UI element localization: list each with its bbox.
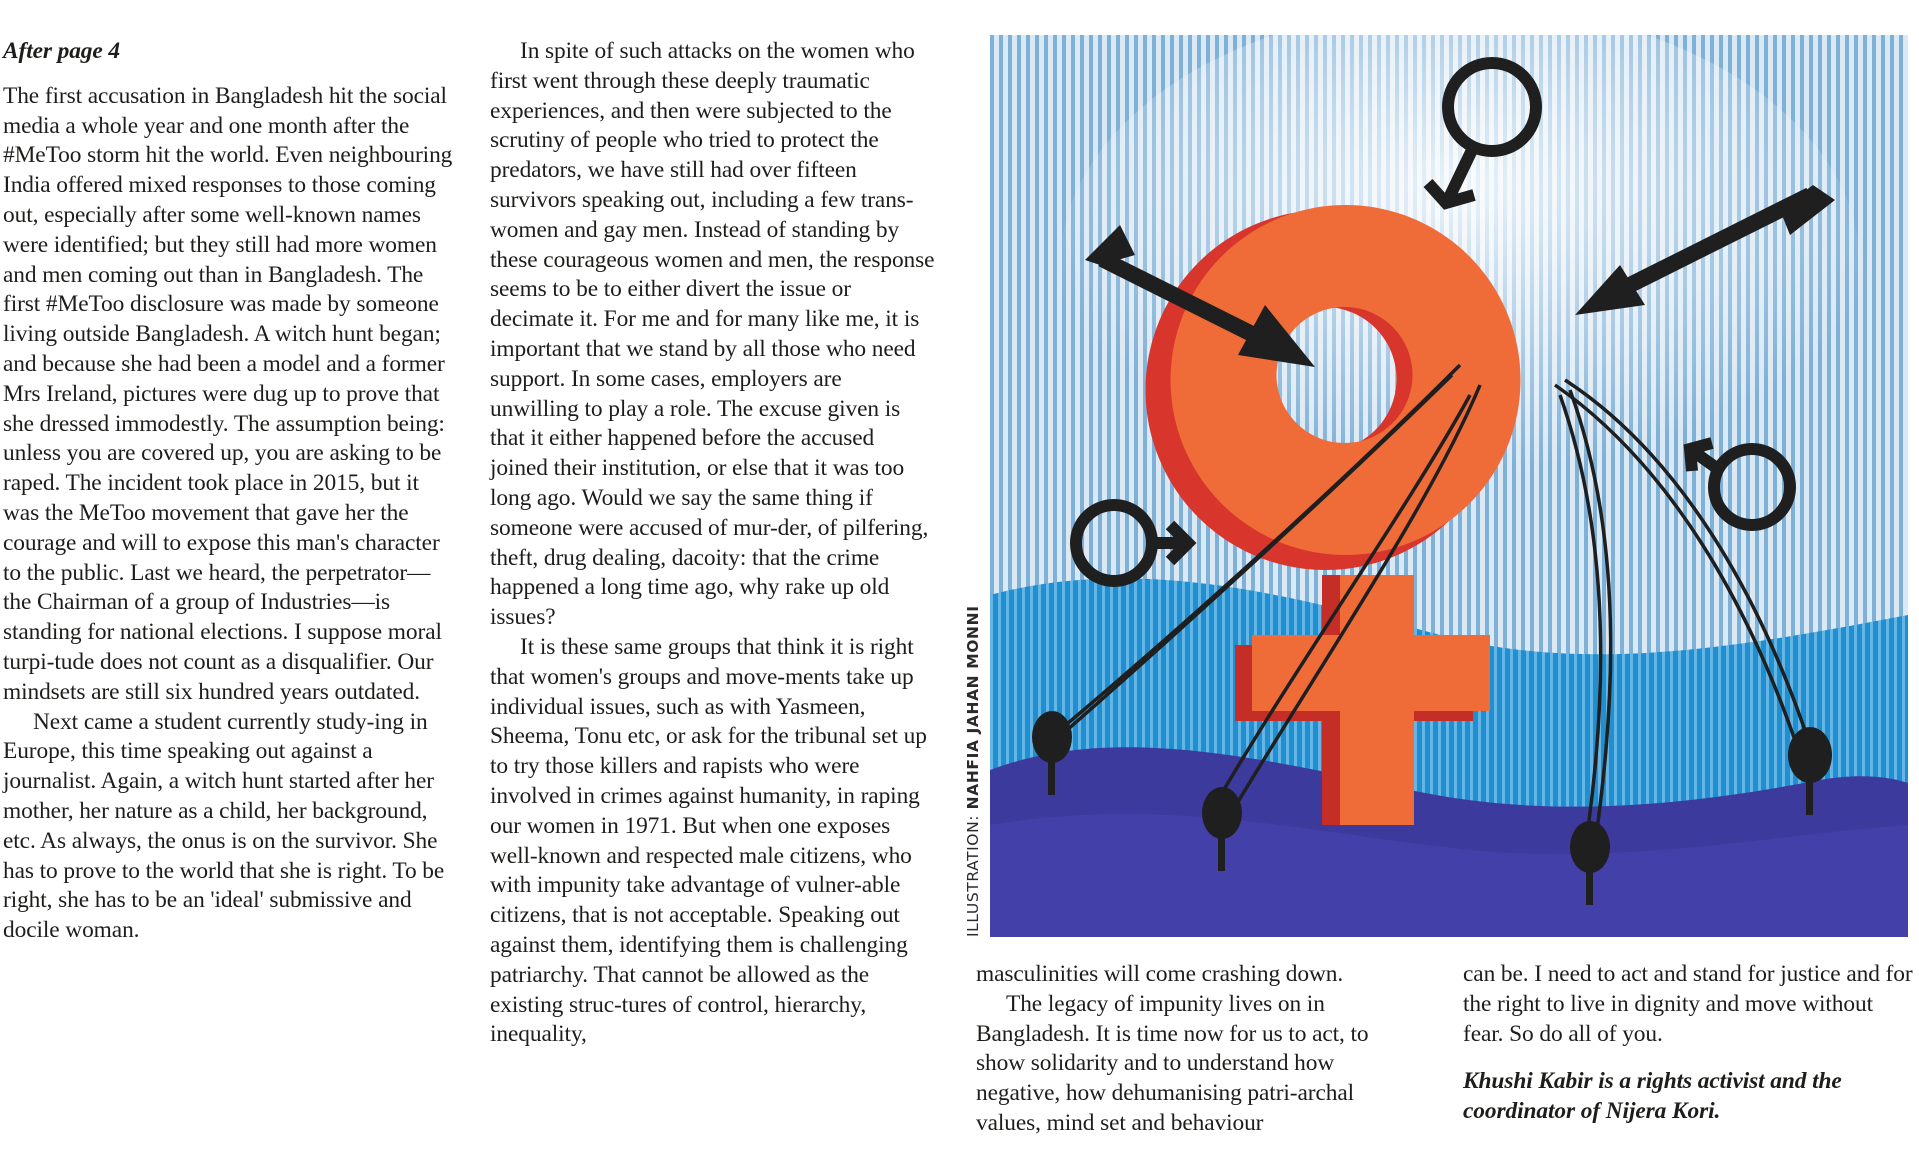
illustration-artwork <box>990 35 1908 937</box>
paragraph: The first accusation in Bangladesh hit the social media a whole year and one month after the #MeToo storm hit the world. Even neighbouring India offered mixed responses to those coming out, especially after some well-known names were identified; but they still had more women and men coming out than in Bangladesh. The first #MeToo disclosure was made by someone living outside Bangladesh. A witch hunt began; and because she had been a model and a former Mrs Ireland, pictures were dug up to prove that she dressed immodestly. The assumption being: unless you are covered up, you are asking to be raped. The incident took place in 2015, but it was the MeToo movement that gave her the courage and will to expose this man's character to the public. Last we heard, the perpetrator—the Chairman of a group of Industries—is standing for national elections. I suppose moral turpi-tude does not count as a disqualifier. Our mindsets are still six hundred years outdated. <box>3 82 453 705</box>
paragraph: masculinities will come crashing down. <box>976 961 1344 987</box>
paragraph: In spite of such attacks on the women who first went through these deeply traumatic experiences, and then were subjected to the scrutiny of people who tried to protect the predators, we have still had over fifteen survivors speaking out, including a few trans-women and gay men. Instead of standing by these courageous women and men, the response seems to be to either divert the issue or decimate it. For me and for many like me, it is important that we stand by all those who need support. In some cases, employers are unwilling to play a role. The excuse given is that it either happened before the accused joined their institution, or else that it was too long ago. Would we say the same thing if someone were accused of mur-der, of pilfering, theft, drug dealing, dacoity: that the crime happened a long time ago, why rake up old issues? <box>490 38 935 631</box>
paragraph: It is these same groups that think it is right that women's groups and move-ments take up individual issues, such as with Yasmeen, Sheema, Tonu etc, or ask for the tribunal set up to try those killers and rapists who were involved in crimes against humanity, in raping our women in 1971. But when one exposes well-known and respected male citizens, who with impunity take advantage of vulner-able citizens, that is not acceptable. Speaking out against them, identifying them is challenging patriarchy. That cannot be allowed as the existing struc-tures of control, hierarchy, inequality, <box>490 633 927 1048</box>
illustration <box>990 35 1908 937</box>
article-column-2 <box>490 37 935 1050</box>
article-column-3 <box>976 960 1416 1139</box>
paragraph: Next came a student currently study-ing in Europe, this time speaking out against a journalist. Again, a witch hunt started after her mother, her nature as a child, her background, etc. As always, the onus is on the survivor. She has to prove to the world that she is right. To be right, she has to be an 'ideal' submissive and docile woman. <box>3 708 445 944</box>
paragraph: can be. I need to act and stand for justice and for the right to live in dignity and move without fear. So do all of you. <box>1463 961 1913 1047</box>
credit-label: ILLUSTRATION: <box>964 809 982 937</box>
author-byline: Khushi Kabir is a rights activist and the coordinator of Nijera Kori. <box>1463 1068 1842 1125</box>
illustration-credit <box>958 577 988 937</box>
article-column-4 <box>1463 960 1913 1127</box>
credit-name: NAHFIA JAHAN MONNI <box>964 605 982 810</box>
continued-from-label: After page 4 <box>3 38 121 64</box>
paragraph: The legacy of impunity lives on in Bangladesh. It is time now for us to act, to show solidarity and to understand how negative, how dehumanising patri-archal values, mind set and behaviour <box>976 990 1369 1136</box>
article-column-1 <box>3 37 455 946</box>
